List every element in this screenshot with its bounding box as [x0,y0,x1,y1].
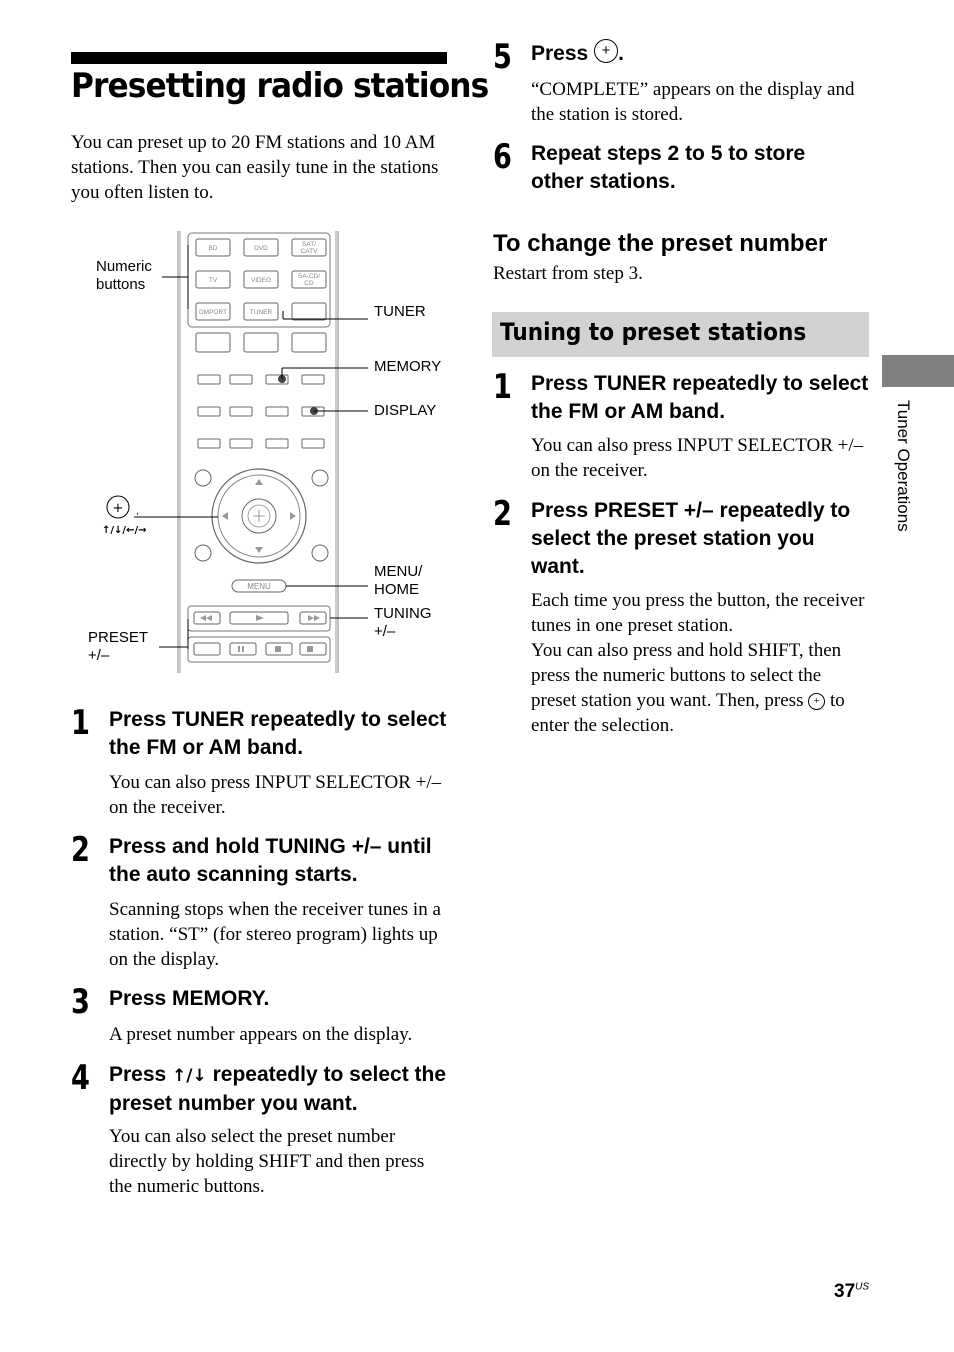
step-heading: Press ↑/↓ repeatedly to select the preset number you want. [109,1063,447,1115]
label-tuner: TUNER [374,303,426,320]
change-preset-body: Restart from step 3. [493,263,643,284]
intro-text: You can preset up to 20 FM stations and 10 AM stations. Then you can easily tune in the stations you often listen to. [71,132,439,203]
step-heading: Press MEMORY. [109,987,270,1010]
enter-icon: + [594,39,618,63]
step-body: A preset number appears on the display. [109,1024,413,1045]
enter-icon: + [808,693,825,710]
step-body: Each time you press the button, the receiver tunes in one preset station. You can also press and hold SHIFT, then press the numeric buttons to select the preset station you want. Then, press + to enter the selection. [531,590,865,736]
up-down-arrows-icon: ↑/↓ [172,1066,207,1086]
step-heading: Repeat steps 2 to 5 to store other stations. [531,142,806,193]
step-body: You can also select the preset number directly by holding SHIFT and then press the numeric buttons. [109,1126,425,1197]
change-preset-heading: To change the preset number [493,230,828,257]
label-tuning: TUNING +/– [374,605,432,640]
step-body: You can also press INPUT SELECTOR +/– on the receiver. [531,435,864,481]
step-number: 2 [493,494,512,534]
step-number: 5 [493,37,512,77]
btn-bd-label: BD [208,245,218,252]
step-number: 2 [71,830,90,870]
label-memory: MEMORY [374,358,442,375]
label-numeric-buttons: Numeric buttons [96,258,152,293]
btn-video-label: VIDEO [250,277,272,284]
side-tab-label: Tuner Operations [894,400,913,532]
step-heading: Press TUNER repeatedly to select the FM or AM band. [109,708,447,759]
label-menu-home: MENU/ HOME [374,563,423,598]
btn-tv-label: TV [208,277,218,284]
page-number: $37^{US}$ [834,1281,870,1302]
step-heading: Press + . [531,40,871,68]
btn-menu-label: MENU [247,582,271,591]
page-title: Presetting radio stations [71,66,489,106]
svg-text:CATV: CATV [300,248,318,255]
step-body: “COMPLETE” appears on the display and the station is stored. [531,79,855,125]
svg-text:SAT/: SAT/ [302,241,316,248]
step-heading: Press and hold TUNING +/– until the auto scanning starts. [109,835,432,886]
svg-text:,: , [136,506,139,517]
title-rule [71,52,447,64]
side-tab-marker [882,355,954,387]
step-heading: Press PRESET +/– repeatedly to select the preset station you want. [531,499,851,578]
enter-symbol: + [112,501,124,516]
arrows-label: ↑/↓/←/→ [102,525,147,536]
btn-dvd-label: DVD [254,245,268,252]
btn-dmport-label: DMPORT [198,309,228,316]
step-number: 4 [71,1058,90,1098]
svg-text:SA-CD/: SA-CD/ [297,273,321,280]
step-body: You can also press INPUT SELECTOR +/– on the receiver. [109,772,442,818]
label-display: DISPLAY [374,402,437,419]
btn-tuner-label: TUNER [249,309,273,316]
section-title: Tuning to preset stations [500,318,807,346]
step-number: 1 [493,367,512,407]
step-number: 1 [71,703,90,743]
svg-text:CD: CD [304,280,314,287]
label-preset: PRESET +/– [88,629,148,664]
step-number: 6 [493,137,512,177]
step-heading: Press TUNER repeatedly to select the FM or AM band. [531,372,869,423]
step-body: Scanning stops when the receiver tunes in a station. “ST” (for stereo program) lights up on the display. [109,899,441,970]
step-number: 3 [71,982,90,1022]
